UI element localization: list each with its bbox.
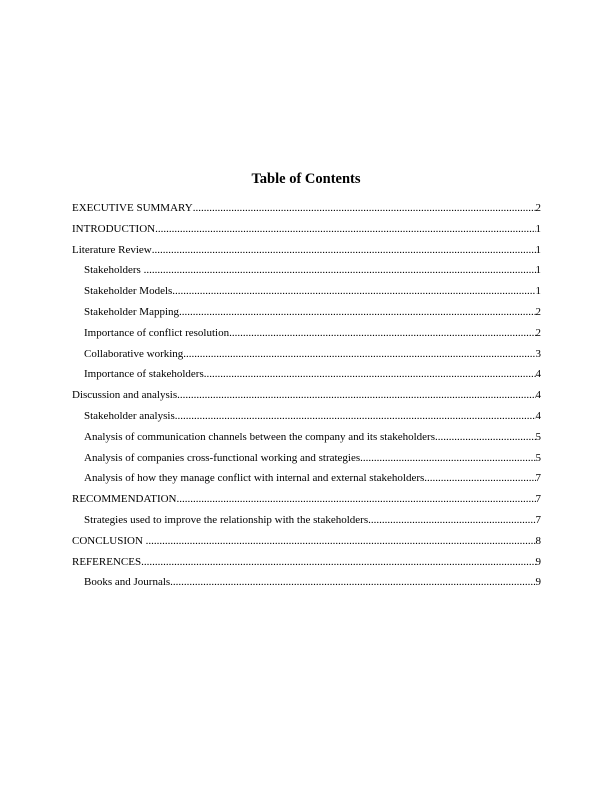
toc-entry-label: EXECUTIVE SUMMARY	[72, 202, 193, 214]
toc-page-number: 4	[535, 368, 541, 381]
toc-dot-leader	[177, 385, 535, 406]
toc-entry-stakeholder-analysis[interactable]	[72, 406, 541, 427]
toc-list	[72, 198, 541, 593]
toc-entry-label: Collaborative working	[84, 347, 184, 360]
toc-page-number: 7	[535, 472, 541, 485]
toc-entry-stakeholders[interactable]	[72, 260, 541, 281]
toc-dot-leader	[193, 198, 536, 219]
toc-page-number: 4	[535, 389, 541, 402]
toc-entry-label: Stakeholder analysis	[84, 409, 175, 422]
toc-page-number: 1	[535, 264, 541, 277]
toc-entry-discussion-and-analysis[interactable]	[72, 385, 541, 406]
toc-entry-label: Discussion and analysis	[72, 389, 178, 402]
toc-dot-leader	[177, 489, 536, 510]
toc-dot-leader	[368, 510, 535, 531]
toc-entry-references[interactable]	[72, 552, 541, 573]
toc-dot-leader	[229, 323, 535, 344]
toc-entry-label: Analysis of how they manage conflict with internal and external stakeholders	[84, 472, 425, 485]
toc-entry-recommendation[interactable]	[72, 489, 541, 510]
toc-page-number: 7	[535, 513, 541, 526]
toc-page-number: 1	[535, 222, 541, 235]
toc-entry-label: INTRODUCTION	[72, 222, 156, 235]
toc-dot-leader	[170, 572, 535, 593]
toc-entry-label: CONCLUSION	[72, 534, 146, 547]
toc-entry-importance-of-conflict-resolution[interactable]	[72, 323, 541, 344]
toc-page-number: 2	[535, 202, 541, 214]
toc-dot-leader	[146, 531, 536, 552]
toc-dot-leader	[155, 219, 535, 240]
toc-page-number: 2	[535, 305, 541, 318]
toc-entry-importance-of-stakeholders[interactable]	[72, 364, 541, 385]
toc-entry-conclusion[interactable]	[72, 531, 541, 552]
toc-entry-label: Strategies used to improve the relationship with the stakeholders	[84, 513, 369, 526]
toc-dot-leader	[360, 448, 535, 469]
toc-dot-leader	[144, 260, 536, 281]
toc-entry-label: Analysis of companies cross-functional working and strategies	[84, 451, 361, 464]
toc-entry-label: Literature Review	[72, 243, 152, 256]
toc-entry-executive-summary[interactable]	[72, 198, 541, 219]
toc-title: Table of Contents	[251, 171, 361, 187]
toc-page-number: 8	[535, 534, 541, 547]
toc-dot-leader	[424, 468, 535, 489]
toc-dot-leader	[172, 281, 535, 302]
toc-dot-leader	[152, 240, 536, 261]
toc-page-number: 9	[535, 576, 541, 589]
toc-page-number: 2	[535, 326, 541, 339]
toc-entry-analysis-of-communication-channels[interactable]	[72, 427, 541, 448]
toc-page-number: 7	[535, 493, 541, 506]
toc-entry-books-and-journals[interactable]	[72, 572, 541, 593]
toc-entry-literature-review[interactable]	[72, 240, 541, 261]
toc-page-number: 1	[535, 285, 541, 298]
toc-entry-label: Stakeholder Mapping	[84, 305, 180, 318]
toc-entry-label: Stakeholders	[84, 264, 144, 277]
toc-entry-analysis-of-conflict-management[interactable]	[72, 468, 541, 489]
toc-page-number: 1	[535, 243, 541, 256]
toc-entry-introduction[interactable]	[72, 219, 541, 240]
toc-dot-leader	[183, 344, 535, 365]
toc-page-number: 5	[535, 451, 541, 464]
toc-dot-leader	[179, 302, 535, 323]
toc-page-number: 3	[535, 347, 541, 360]
toc-dot-leader	[435, 427, 536, 448]
toc-entry-collaborative-working[interactable]	[72, 344, 541, 365]
toc-page-number: 9	[535, 555, 541, 568]
toc-entry-label: Importance of stakeholders	[84, 368, 204, 381]
toc-entry-label: REFERENCES	[72, 555, 142, 568]
toc-entry-strategies-to-improve-relationship[interactable]	[72, 510, 541, 531]
toc-dot-leader	[204, 364, 536, 385]
toc-entry-stakeholder-mapping[interactable]	[72, 302, 541, 323]
toc-entry-label: Stakeholder Models	[84, 285, 173, 298]
toc-entry-label: Analysis of communication channels between the company and its stakeholders	[84, 430, 435, 443]
toc-entry-analysis-of-cross-functional-working[interactable]	[72, 448, 541, 469]
toc-dot-leader	[175, 406, 536, 427]
toc-page-number: 4	[535, 409, 541, 422]
toc-entry-label: Importance of conflict resolution	[84, 326, 230, 339]
toc-page-number: 5	[535, 430, 541, 443]
toc-entry-label: RECOMMENDATION	[72, 493, 177, 506]
toc-dot-leader	[141, 552, 535, 573]
toc-entry-stakeholder-models[interactable]	[72, 281, 541, 302]
toc-entry-label: Books and Journals	[84, 576, 171, 589]
